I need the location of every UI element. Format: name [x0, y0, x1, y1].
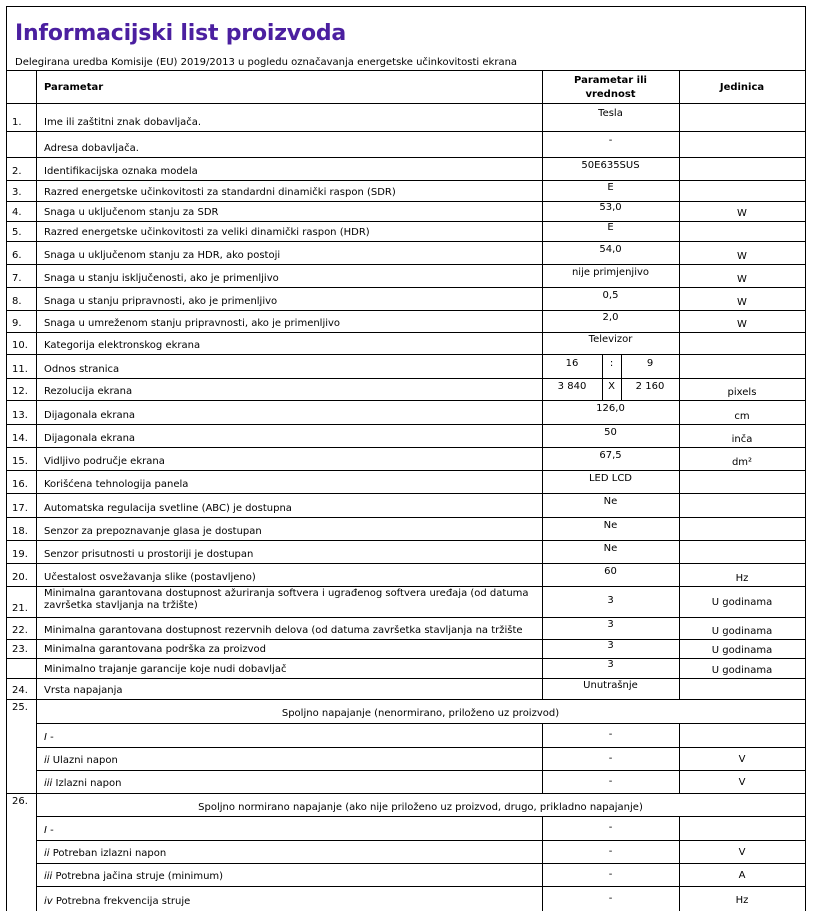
row-parameter-label-cont: završetka stavljanja na tržište) — [44, 600, 198, 611]
column-border — [679, 103, 680, 131]
row-parameter-label: Identifikacijska oznaka modela — [44, 166, 198, 177]
column-border — [36, 103, 37, 131]
row-number: 20. — [12, 572, 28, 583]
row-number: 13. — [12, 410, 28, 421]
column-border — [36, 201, 37, 221]
row-number: 5. — [12, 227, 22, 238]
row-number: 1. — [12, 117, 22, 128]
section-item-value: - — [608, 753, 613, 764]
row-number: 3. — [12, 187, 22, 198]
row-unit: U godinama — [711, 626, 773, 637]
value-part-1: 16 — [565, 358, 579, 369]
row-border — [6, 400, 806, 401]
row-value: Unutrašnje — [583, 680, 638, 691]
row-parameter-label: Vrsta napajanja — [44, 685, 123, 696]
row-border — [6, 332, 806, 333]
column-header-unit: Jedinica — [719, 82, 765, 93]
row-unit: W — [737, 297, 747, 308]
value-part-2: 2 160 — [635, 381, 665, 392]
row-number: 6. — [12, 250, 22, 261]
row-number: 16. — [12, 479, 28, 490]
row-unit: inča — [731, 434, 753, 445]
row-value: 67,5 — [599, 450, 622, 461]
section-item-text: - — [46, 825, 54, 836]
row-border — [6, 201, 806, 202]
row-value: 3 — [607, 659, 614, 670]
row-number: 24. — [12, 685, 28, 696]
section-item-text: Potreban izlazni napon — [49, 848, 167, 859]
column-border — [36, 180, 37, 201]
row-border — [6, 180, 806, 181]
section-item-value: - — [608, 869, 613, 880]
row-border — [6, 658, 806, 659]
column-border — [36, 378, 37, 400]
section-item-unit: V — [738, 754, 746, 765]
row-parameter-label: Dijagonala ekrana — [44, 433, 136, 444]
section-item-unit: V — [738, 847, 746, 858]
section-item-unit: V — [738, 777, 746, 788]
column-border — [679, 493, 680, 517]
section-item-label — [44, 732, 54, 744]
section-item-label — [44, 778, 121, 790]
row-border — [6, 378, 806, 379]
column-border — [679, 678, 680, 699]
row-number: 14. — [12, 433, 28, 444]
row-parameter-label: Dijagonala ekrana — [44, 410, 136, 421]
row-border — [6, 157, 806, 158]
row-border — [36, 863, 806, 864]
row-number: 19. — [12, 549, 28, 560]
section-item-label — [44, 755, 118, 767]
row-number: 8. — [12, 296, 22, 307]
row-border — [36, 770, 806, 771]
roman-numeral: iv — [44, 896, 53, 907]
column-border — [36, 131, 37, 157]
row-border — [6, 493, 806, 494]
row-number: 11. — [12, 364, 28, 375]
row-number: 2. — [12, 166, 22, 177]
row-border — [36, 816, 806, 817]
row-parameter-label: Adresa dobavljača. — [44, 143, 139, 154]
row-unit: pixels — [727, 387, 757, 398]
row-parameter-label: Snaga u stanju isključenosti, ako je primenljivo — [44, 273, 279, 284]
column-border — [36, 221, 37, 241]
row-value: 54,0 — [599, 244, 622, 255]
column-border — [36, 678, 37, 699]
row-border — [6, 241, 806, 242]
row-border — [6, 354, 806, 355]
row-border — [6, 103, 806, 104]
row-unit: W — [737, 208, 747, 219]
column-border — [805, 6, 806, 911]
row-value: 3 — [607, 619, 614, 630]
section-item-text: Potrebna jačina struje (minimum) — [52, 871, 224, 882]
row-border — [6, 540, 806, 541]
row-unit: U godinama — [711, 645, 773, 656]
row-value: 53,0 — [599, 202, 622, 213]
row-parameter-label: Minimalna garantovana dostupnost ažuriranja softvera i ugrađenog softvera uređaja (od datuma — [44, 588, 529, 599]
row-parameter-label: Senzor za prepoznavanje glasa je dostupan — [44, 526, 262, 537]
value-separator: : — [609, 358, 614, 369]
row-unit: dm² — [731, 457, 753, 468]
section-item-text: Ulazni napon — [49, 755, 118, 766]
row-parameter-label: Snaga u uključenom stanju za HDR, ako postoji — [44, 250, 281, 261]
section-item-value: - — [608, 822, 613, 833]
column-border — [36, 157, 37, 180]
row-parameter-label: Ime ili zaštitni znak dobavljača. — [44, 117, 202, 128]
row-value: E — [607, 222, 614, 233]
value-part-1: 3 840 — [557, 381, 587, 392]
column-border — [36, 264, 37, 287]
section-heading: Spoljno napajanje (nenormirano, priloženo uz proizvod) — [281, 708, 560, 719]
section-number: 25. — [12, 702, 28, 713]
column-border — [679, 354, 680, 378]
row-border — [6, 563, 806, 564]
row-border — [6, 517, 806, 518]
row-border — [6, 793, 806, 794]
row-border — [36, 723, 806, 724]
row-value: 50E635SUS — [581, 160, 640, 171]
row-border — [6, 447, 806, 448]
roman-numeral: iii — [44, 778, 53, 789]
column-border — [679, 221, 680, 241]
row-border — [6, 470, 806, 471]
row-value: Ne — [603, 543, 618, 554]
row-number: 9. — [12, 318, 22, 329]
section-item-text: Izlazni napon — [52, 778, 122, 789]
column-border — [36, 517, 37, 540]
row-value: Televizor — [588, 334, 633, 345]
row-parameter-label: Minimalno trajanje garancije koje nudi dobavljač — [44, 664, 287, 675]
row-value: 3 — [607, 595, 614, 606]
row-border — [6, 6, 806, 7]
row-value: - — [608, 135, 613, 146]
row-value: Ne — [603, 520, 618, 531]
row-border — [6, 424, 806, 425]
column-border — [679, 157, 680, 180]
product-information-sheet — [6, 6, 806, 911]
row-border — [36, 840, 806, 841]
row-border — [6, 617, 806, 618]
column-border — [679, 180, 680, 201]
row-number: 21. — [12, 603, 28, 614]
column-border — [36, 241, 37, 264]
column-border — [679, 540, 680, 563]
column-border — [679, 131, 680, 157]
row-parameter-label: Kategorija elektronskog ekrana — [44, 340, 201, 351]
column-border — [36, 563, 37, 586]
row-border — [6, 639, 806, 640]
row-unit: W — [737, 274, 747, 285]
column-border — [36, 639, 37, 658]
row-parameter-label: Korišćena tehnologija panela — [44, 479, 189, 490]
section-item-unit: A — [738, 870, 746, 881]
column-border — [36, 540, 37, 563]
row-parameter-label: Snaga u stanju pripravnosti, ako je primenljivo — [44, 296, 278, 307]
row-value: E — [607, 182, 614, 193]
row-unit: W — [737, 251, 747, 262]
row-border — [6, 131, 806, 132]
row-border — [36, 886, 806, 887]
column-border — [36, 287, 37, 310]
row-value: 2,0 — [602, 312, 619, 323]
row-parameter-label: Razred energetske učinkovitosti za standardni dinamički raspon (SDR) — [44, 187, 396, 198]
row-unit: cm — [734, 411, 750, 422]
section-heading: Spoljno normirano napajanje (ako nije priloženo uz proizvod, drugo, prikladno napajanje) — [198, 802, 643, 813]
column-border — [36, 400, 37, 424]
value-part-2: 9 — [646, 358, 654, 369]
row-value: 126,0 — [596, 403, 625, 414]
column-border — [36, 332, 37, 354]
column-border — [679, 816, 680, 840]
roman-numeral: ii — [44, 848, 50, 859]
row-border — [6, 70, 806, 71]
row-unit: U godinama — [711, 665, 773, 676]
row-border — [36, 747, 806, 748]
column-border — [679, 723, 680, 747]
row-parameter-label: Vidljivo područje ekrana — [44, 456, 165, 467]
row-border — [6, 678, 806, 679]
row-border — [6, 264, 806, 265]
section-item-value: - — [608, 846, 613, 857]
roman-numeral: ii — [44, 755, 50, 766]
row-parameter-label: Automatska regulacija svetline (ABC) je dostupna — [44, 503, 292, 514]
column-border — [36, 310, 37, 332]
row-border — [6, 586, 806, 587]
row-parameter-label: Razred energetske učinkovitosti za veliki dinamički raspon (HDR) — [44, 227, 370, 238]
row-number: 22. — [12, 625, 28, 636]
column-border — [36, 586, 37, 617]
section-item-label — [44, 848, 166, 860]
row-parameter-label: Učestalost osvežavanja slike (postavljeno) — [44, 572, 256, 583]
column-border — [36, 470, 37, 493]
row-value: Ne — [603, 496, 618, 507]
column-header-parametar: Parametar — [44, 82, 104, 93]
roman-numeral: iii — [44, 871, 53, 882]
roman-numeral: I — [44, 732, 47, 743]
row-value: 50 — [604, 427, 617, 438]
regulation-subtitle: Delegirana uredba Komisije (EU) 2019/2013 u pogledu označavanja energetske učinkovitosti ekrana — [15, 57, 518, 68]
row-parameter-label: Minimalna garantovana podrška za proizvod — [44, 644, 266, 655]
column-border — [36, 493, 37, 517]
row-parameter-label: Snaga u umreženom stanju pripravnosti, ako je primenljivo — [44, 318, 341, 329]
section-number: 26. — [12, 796, 28, 807]
row-number: 4. — [12, 207, 22, 218]
column-border — [36, 617, 37, 639]
section-item-text: Potrebna frekvencija struje — [52, 896, 191, 907]
page-title: Informacijski list proizvoda — [15, 21, 347, 46]
column-border — [36, 354, 37, 378]
section-item-label — [44, 825, 54, 837]
row-number: 17. — [12, 503, 28, 514]
row-number: 23. — [12, 644, 28, 655]
column-border — [36, 447, 37, 470]
row-parameter-label: Rezolucija ekrana — [44, 386, 133, 397]
row-value: LED LCD — [588, 473, 633, 484]
column-border — [36, 424, 37, 447]
roman-numeral: I — [44, 825, 47, 836]
row-unit: U godinama — [711, 597, 773, 608]
column-border — [36, 70, 37, 103]
row-border — [6, 287, 806, 288]
column-border — [36, 658, 37, 678]
section-item-text: - — [46, 732, 54, 743]
row-unit: Hz — [735, 573, 749, 584]
row-border — [6, 221, 806, 222]
row-value: Tesla — [598, 108, 623, 119]
column-border — [6, 6, 7, 911]
column-border — [679, 470, 680, 493]
row-value: 3 — [607, 640, 614, 651]
section-item-label — [44, 896, 190, 908]
row-value: 60 — [604, 566, 617, 577]
row-value: 0,5 — [602, 290, 619, 301]
row-border — [6, 699, 806, 700]
row-parameter-label: Odnos stranica — [44, 364, 120, 375]
row-parameter-label: Senzor prisutnosti u prostoriji je dostupan — [44, 549, 254, 560]
section-item-value: - — [608, 776, 613, 787]
row-number: 15. — [12, 456, 28, 467]
row-number: 10. — [12, 340, 28, 351]
row-parameter-label: Minimalna garantovana dostupnost rezervnih delova (od datuma završetka stavljanja na tržište — [44, 625, 523, 636]
value-separator: X — [608, 381, 615, 392]
row-value: nije primjenjivo — [571, 267, 650, 278]
row-border — [6, 310, 806, 311]
row-parameter-label: Snaga u uključenom stanju za SDR — [44, 207, 219, 218]
column-header-value-line2: vrednost — [585, 89, 636, 100]
column-border — [679, 517, 680, 540]
row-number: 18. — [12, 526, 28, 537]
section-item-label — [44, 871, 223, 883]
row-number: 12. — [12, 386, 28, 397]
column-border — [679, 332, 680, 354]
section-item-unit: Hz — [735, 895, 749, 906]
row-number: 7. — [12, 273, 22, 284]
row-unit: W — [737, 319, 747, 330]
section-item-value: - — [608, 729, 613, 740]
column-header-value-line1: Parametar ili — [574, 75, 647, 86]
section-item-value: - — [608, 893, 613, 904]
